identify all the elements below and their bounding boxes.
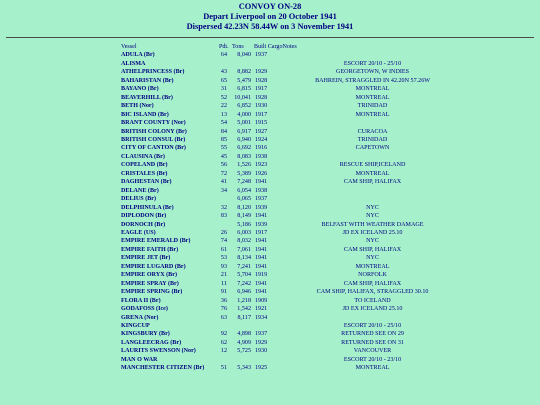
vessel-name: BETH (Nor) [121, 103, 154, 110]
notes-cell: TRINIDAD [357, 136, 388, 143]
vessel-name: BAYANO (Br) [121, 86, 159, 93]
built-cell: 1924 [255, 136, 268, 143]
column-header-tons: Tons [232, 44, 244, 50]
notes-cell: MONTREAL [355, 111, 390, 118]
notes-cell: CAM SHIP, HALIFAX [343, 280, 402, 287]
tons-cell: 7,241 [237, 263, 251, 270]
pdt-cell: 93 [220, 263, 227, 270]
pdt-cell: 84 [220, 128, 227, 135]
table-header-row [121, 43, 463, 51]
notes-cell [283, 314, 463, 322]
table-row [121, 237, 463, 245]
built-cell: 1941 [255, 179, 268, 186]
tons-cell: 6,065 [237, 196, 251, 203]
vessel-name: EMPIRE EMERALD (Br) [121, 238, 191, 245]
built-cell: 1927 [255, 128, 268, 135]
tons-cell: 5,389 [237, 170, 251, 177]
table-row [121, 364, 463, 372]
vessel-name: DELPHINULA (Br) [121, 204, 174, 211]
pdt-cell: 61 [220, 246, 227, 253]
vessel-name: EMPIRE LUGARD (Br) [121, 263, 186, 270]
notes-cell: BELFAST WITH WEATHER DAMAGE [321, 221, 424, 228]
notes-cell: RESCUE SHIP,ICELAND [339, 162, 406, 169]
table-row [121, 119, 463, 127]
pdt-cell: 41 [220, 179, 227, 186]
notes-cell: NYC [366, 238, 379, 245]
built-cell: 1915 [255, 120, 268, 127]
pdt-cell: 31 [220, 86, 227, 93]
table-row [121, 347, 463, 355]
built-cell: 1917 [255, 86, 268, 93]
built-cell: 1929 [255, 69, 268, 76]
notes-cell: JD EX ICELAND 25.10 [342, 306, 403, 313]
vessel-name: BIC ISLAND (Br) [121, 111, 169, 118]
vessel-name: LAURITS SWENSON (Nor) [121, 348, 196, 355]
table-row [121, 102, 463, 110]
pdt-cell: 55 [220, 145, 227, 152]
column-header-built-cargo [251, 43, 283, 51]
vessel-name: ATHELPRINCESS (Br) [121, 69, 185, 76]
pdt-cell: 34 [220, 187, 227, 194]
vessel-name: DORNOCH (Br) [121, 221, 166, 228]
table-row [121, 339, 463, 347]
vessel-name: CITY OF CANTON (Br) [121, 145, 186, 152]
vessel-name: MAN O WAR [121, 356, 158, 363]
notes-cell: NYC [366, 204, 379, 211]
vessel-name: KINGCUP [121, 322, 150, 329]
built-cell: 1938 [255, 153, 268, 160]
page-title: CONVOY ON-28 [238, 2, 302, 11]
table-row [121, 170, 463, 178]
table-row [121, 144, 463, 152]
table-row [121, 51, 463, 59]
built-cell [251, 322, 283, 330]
tons-cell: 5,186 [237, 221, 251, 228]
tons-cell: 8,149 [237, 213, 251, 220]
built-cell: 1939 [255, 204, 268, 211]
tons-cell: 8,882 [237, 69, 251, 76]
built-cell: 1941 [255, 238, 268, 245]
notes-cell: MONTREAL [355, 263, 390, 270]
notes-cell: NYC [366, 255, 379, 262]
notes-cell: VANCOUVER [353, 348, 392, 355]
vessel-name: FLORA II (Br) [121, 297, 161, 304]
table-row [121, 280, 463, 288]
notes-cell: MONTREAL [355, 365, 390, 372]
tons-cell: 8,083 [237, 153, 251, 160]
pdt-cell: 91 [220, 289, 227, 296]
built-cell: 1941 [255, 289, 268, 296]
notes-cell [283, 153, 463, 161]
table-row [121, 136, 463, 144]
vessel-name: EMPIRE JET (Br) [121, 255, 171, 262]
dispersal-line: Dispersed 42.23N 58.44W on 3 November 1941 [186, 22, 354, 31]
notes-cell: TRINIDAD [357, 103, 388, 110]
table-row [121, 212, 463, 220]
pdt-cell: 53 [220, 255, 227, 262]
pdt-cell: 83 [220, 213, 227, 220]
table-row [121, 356, 463, 364]
pdt-cell: 51 [220, 365, 227, 372]
built-cell: 1909 [255, 297, 268, 304]
notes-cell: ESCORT 20/10 - 25/10 [343, 322, 402, 329]
notes-cell: TO ICELAND [354, 297, 391, 304]
table-row [121, 195, 463, 203]
tons-cell: 8,134 [237, 255, 251, 262]
convoy-table-body [121, 51, 463, 372]
tons-cell: 6,054 [237, 187, 251, 194]
tons-cell: 6,917 [237, 128, 251, 135]
pdt-cell: 13 [220, 111, 227, 118]
pdt-cell: 65 [220, 77, 227, 84]
built-cell: 1941 [255, 246, 268, 253]
table-row [121, 85, 463, 93]
notes-cell [283, 51, 463, 59]
pdt-cell: 74 [220, 238, 227, 245]
notes-cell: MONTREAL [355, 170, 390, 177]
table-row [121, 314, 463, 322]
tons-cell: 7,242 [237, 280, 251, 287]
tons-cell: 8,120 [237, 204, 251, 211]
vessel-name: EAGLE (US) [121, 229, 156, 236]
column-header-vessel: Vessel [121, 44, 137, 50]
table-row [121, 271, 463, 279]
built-cell: 1937 [255, 331, 268, 338]
vessel-name: CLAUSINA (Br) [121, 153, 165, 160]
column-header-built: Built [254, 44, 267, 50]
tons-cell: 5,725 [237, 348, 251, 355]
table-row [121, 246, 463, 254]
built-cell: 1926 [255, 170, 268, 177]
table-row [121, 288, 463, 296]
pdt-cell: 72 [220, 170, 227, 177]
built-cell: 1928 [255, 77, 268, 84]
tons-cell: 10,041 [234, 94, 251, 101]
table-row [121, 263, 463, 271]
built-cell: 1929 [255, 339, 268, 346]
vessel-name: ALISMA [121, 60, 146, 67]
table-row [121, 153, 463, 161]
tons-cell: 1,526 [237, 162, 251, 169]
table-row [121, 161, 463, 169]
vessel-name: BRANT COUNTY (Nor) [121, 120, 186, 127]
table-row [121, 204, 463, 212]
table-row [121, 297, 463, 305]
notes-cell: ESCORT 20/10 - 25/10 [343, 60, 402, 67]
pdt-cell: 56 [220, 162, 227, 169]
tons-cell: 6,940 [237, 136, 251, 143]
built-cell [251, 356, 283, 364]
table-row [121, 94, 463, 102]
vessel-name: GODAFOSS (Ice) [121, 306, 168, 313]
table-row [121, 187, 463, 195]
vessel-name: DAGHESTAN (Br) [121, 179, 172, 186]
table-row [121, 221, 463, 229]
notes-cell: CAM SHIP, HALIFAX [343, 179, 402, 186]
tons-cell: 6,852 [237, 103, 251, 110]
built-cell: 1917 [255, 229, 268, 236]
built-cell: 1916 [255, 145, 268, 152]
tons-cell: 7,248 [237, 179, 251, 186]
table-row [121, 305, 463, 313]
tons-cell: 8,040 [237, 52, 251, 59]
built-cell: 1941 [255, 263, 268, 270]
tons-cell: 4,909 [237, 339, 251, 346]
tons-cell [229, 322, 251, 330]
table-row [121, 60, 463, 68]
notes-cell: ESCORT 20/10 - 23/10 [343, 356, 402, 363]
table-row [121, 128, 463, 136]
convoy-header [0, 2, 540, 32]
vessel-name: BRITISH COLONY (Br) [121, 128, 187, 135]
table-row [121, 77, 463, 85]
column-header-cargo: Cargo [267, 44, 283, 50]
tons-cell: 6,692 [237, 145, 251, 152]
notes-cell: CAPETOWN [355, 145, 390, 152]
built-cell: 1930 [255, 348, 268, 355]
pdt-cell: 52 [220, 94, 227, 101]
built-cell: 1930 [255, 103, 268, 110]
vessel-name: EMPIRE SPRING (Br) [121, 289, 183, 296]
vessel-name: CRISTALES (Br) [121, 170, 168, 177]
built-cell: 1919 [255, 272, 268, 279]
notes-cell [283, 195, 463, 203]
tons-cell: 8,117 [237, 314, 251, 321]
pdt-cell: 12 [220, 348, 227, 355]
notes-cell [283, 119, 463, 127]
tons-cell: 5,704 [237, 272, 251, 279]
column-header-notes [283, 43, 463, 51]
pdt-cell: 62 [220, 339, 227, 346]
built-cell: 1934 [255, 314, 268, 321]
column-header-notes-label: Notes [282, 44, 297, 50]
table-row [121, 178, 463, 186]
pdt-cell: 63 [220, 314, 227, 321]
vessel-name: KINGSBURY (Br) [121, 331, 170, 338]
vessel-name: BAHARISTAN (Br) [121, 77, 174, 84]
vessel-name: EMPIRE ORYX (Br) [121, 272, 177, 279]
pdt-cell: 26 [220, 229, 227, 236]
tons-cell: 1,542 [237, 306, 251, 313]
pdt-cell: 54 [220, 120, 227, 127]
vessel-name: DELIUS (Br) [121, 196, 157, 203]
built-cell: 1941 [255, 280, 268, 287]
pdt-cell: 11 [221, 280, 227, 287]
pdt-cell: 76 [220, 306, 227, 313]
built-cell: 1941 [255, 213, 268, 220]
notes-cell: RETURNED SEE ON 31 [341, 339, 404, 346]
built-cell: 1917 [255, 111, 268, 118]
pdt-cell: 32 [220, 204, 227, 211]
notes-cell: NORFOLK [358, 272, 387, 279]
pdt-cell [217, 195, 229, 203]
pdt-cell [217, 356, 229, 364]
tons-cell: 6,003 [237, 229, 251, 236]
table-row [121, 330, 463, 338]
tons-cell: 5,343 [237, 365, 251, 372]
notes-cell [283, 187, 463, 195]
notes-cell: CAM SHIP, HALIFAX, STRAGGLED 30.10 [316, 289, 429, 296]
departure-line: Depart Liverpool on 20 October 1941 [203, 12, 337, 21]
pdt-cell: 21 [220, 272, 227, 279]
built-cell: 1941 [255, 255, 268, 262]
notes-cell: NYC [366, 213, 379, 220]
vessel-name: ADULA (Br) [121, 52, 155, 59]
pdt-cell: 43 [220, 69, 227, 76]
pdt-cell: 64 [220, 52, 227, 59]
pdt-cell [217, 221, 229, 229]
tons-cell: 6,815 [237, 86, 251, 93]
notes-cell: MONTREAL [355, 94, 390, 101]
tons-cell: 6,946 [237, 289, 251, 296]
notes-cell: MONTREAL [355, 86, 390, 93]
pdt-cell [217, 322, 229, 330]
tons-cell: 5,479 [237, 77, 251, 84]
notes-cell: JD EX ICELAND 25.10 [342, 229, 403, 236]
table-row [121, 68, 463, 76]
vessel-name: DELANE (Br) [121, 187, 159, 194]
notes-cell: CURACOA [357, 128, 388, 135]
vessel-name: COPELAND (Br) [121, 162, 168, 169]
notes-cell: RETURNED SEE ON 29 [341, 331, 404, 338]
tons-cell [229, 60, 251, 68]
built-cell: 1937 [255, 52, 268, 59]
built-cell: 1928 [255, 94, 268, 101]
built-cell: 1938 [255, 187, 268, 194]
tons-cell: 1,218 [237, 297, 251, 304]
built-cell: 1937 [255, 196, 268, 203]
vessel-name: MANCHESTER CITIZEN (Br) [121, 365, 205, 372]
table-row [121, 322, 463, 330]
tons-cell: 5,001 [237, 120, 251, 127]
vessel-name: BEAVERHILL (Br) [121, 94, 173, 101]
pdt-cell [217, 60, 229, 68]
tons-cell: 8,032 [237, 238, 251, 245]
header-divider [6, 37, 534, 38]
vessel-name: GRENA (Nor) [121, 314, 159, 321]
built-cell: 1939 [255, 221, 268, 228]
tons-cell [229, 356, 251, 364]
pdt-cell: 36 [220, 297, 227, 304]
vessel-name: EMPIRE SPRAY (Br) [121, 280, 179, 287]
built-cell [251, 60, 283, 68]
table-row [121, 254, 463, 262]
pdt-cell: 92 [220, 331, 227, 338]
built-cell: 1925 [255, 365, 268, 372]
tons-cell: 4,000 [237, 111, 251, 118]
tons-cell: 4,898 [237, 331, 251, 338]
convoy-table [121, 43, 463, 373]
tons-cell: 7,061 [237, 246, 251, 253]
notes-cell: BAHREIN, STRAGGLED IN 42.20N 57.26W [315, 77, 430, 84]
column-header-pdt: Pdt. [219, 44, 229, 50]
pdt-cell: 22 [220, 103, 227, 110]
built-cell: 1923 [255, 162, 268, 169]
built-cell: 1921 [255, 306, 268, 313]
notes-cell: GEORGETOWN, W INDIES [336, 69, 409, 76]
vessel-name: BRITISH CONSUL (Br) [121, 136, 186, 143]
notes-cell: CAM SHIP, HALIFAX [343, 246, 402, 253]
vessel-name: LANGLEECRAG (Br) [121, 339, 182, 346]
table-row [121, 229, 463, 237]
vessel-name: DIPLODON (Br) [121, 213, 167, 220]
table-row [121, 111, 463, 119]
vessel-name: EMPIRE FAITH (Br) [121, 246, 179, 253]
pdt-cell: 85 [220, 136, 227, 143]
pdt-cell: 45 [220, 153, 227, 160]
